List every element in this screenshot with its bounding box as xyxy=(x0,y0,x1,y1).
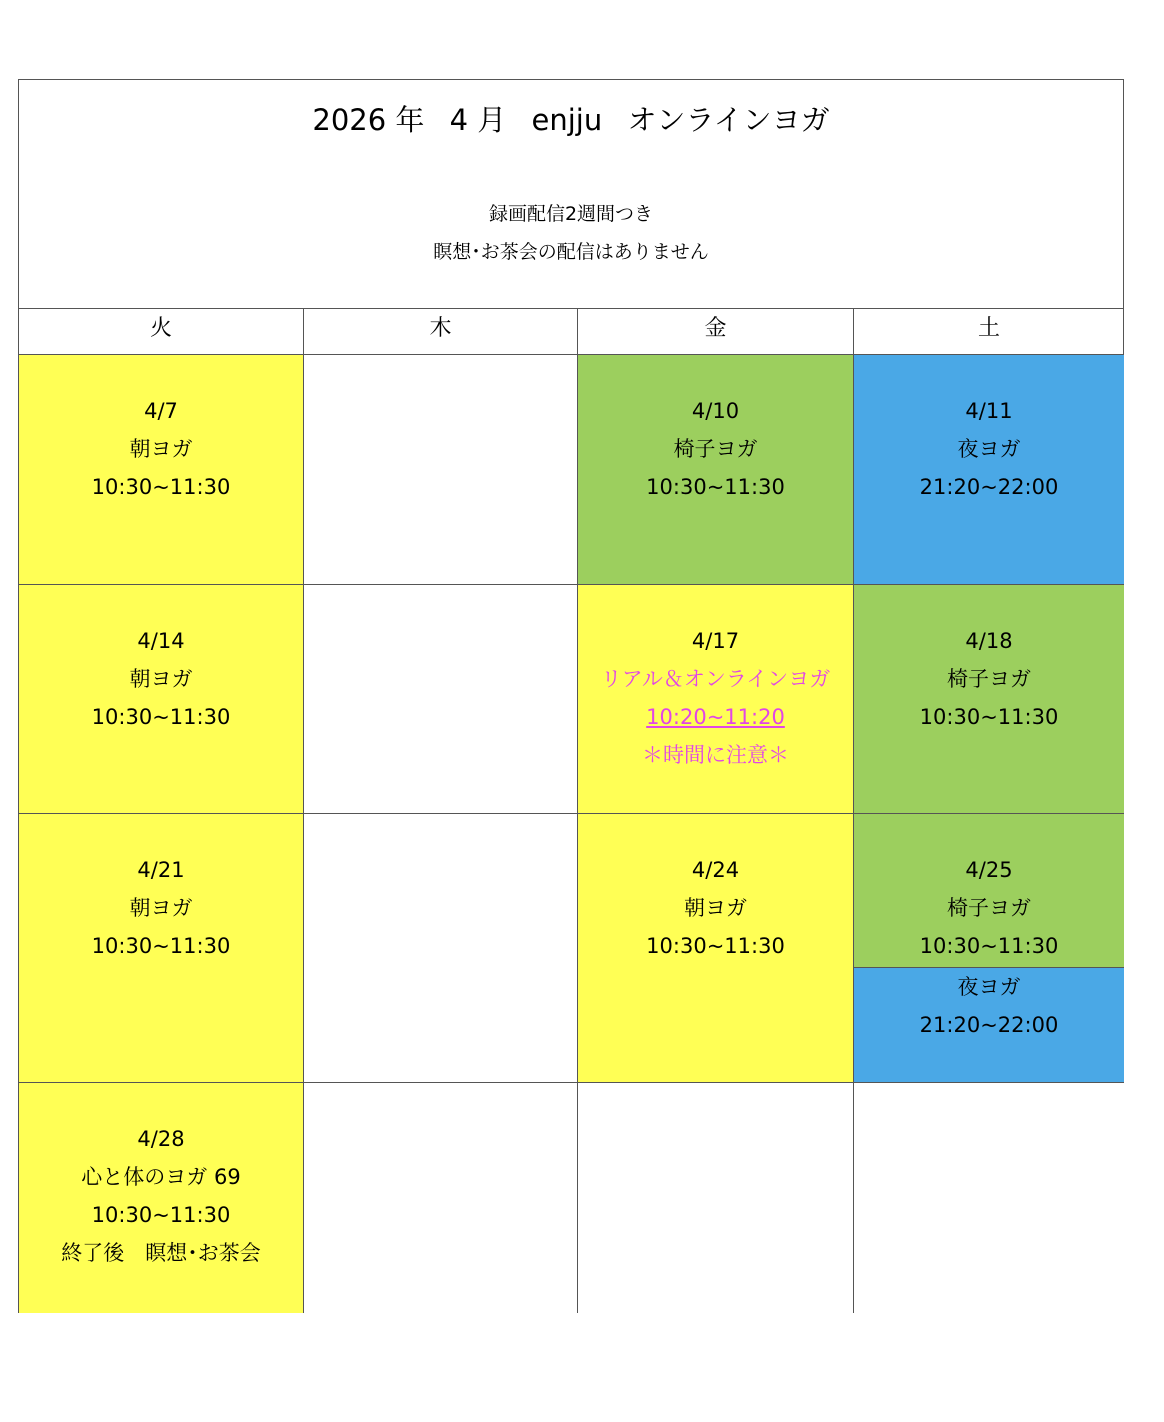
cell-class: 朝ヨガ xyxy=(129,896,193,920)
title-name: enjju xyxy=(531,103,603,137)
cell-class: 朝ヨガ xyxy=(129,437,193,461)
cell-thu-empty xyxy=(304,355,578,585)
cell-date: 4/17 xyxy=(691,629,740,653)
cell-sat-4-25 xyxy=(854,814,1124,1083)
cell-tue-4-21 xyxy=(19,814,304,1083)
cell-tue-4-7 xyxy=(19,355,304,585)
title-month: 4 月 xyxy=(449,103,507,137)
cell-sat-empty xyxy=(854,1083,1124,1313)
day-header-thu: 木 xyxy=(304,309,578,355)
cell-time: 10:20~11:20 xyxy=(646,705,785,729)
cell-date: 4/25 xyxy=(965,858,1013,882)
cell-date: 4/28 xyxy=(137,1127,185,1151)
cell-time: 10:30~11:30 xyxy=(919,934,1059,958)
cell-fri-4-24 xyxy=(578,814,854,1083)
cell-thu-empty xyxy=(304,814,578,1083)
cell-time: 21:20~22:00 xyxy=(919,475,1059,499)
tea-party-note: 瞑想･お茶会の配信はありません xyxy=(433,241,709,263)
cell-class: 椅子ヨガ xyxy=(673,437,758,461)
schedule-header xyxy=(19,80,1123,309)
cell-date: 4/24 xyxy=(691,858,740,882)
cell-class: 夜ヨガ xyxy=(957,975,1021,999)
cell-class: リアル＆オンラインヨガ xyxy=(600,667,831,691)
cell-date: 4/10 xyxy=(691,399,740,423)
cell-thu-empty xyxy=(304,585,578,814)
day-header-sat: 土 xyxy=(854,309,1124,355)
sat-4-25-night-yoga xyxy=(854,968,1124,1082)
cell-time: 10:30~11:30 xyxy=(91,475,231,499)
cell-time: 10:30~11:30 xyxy=(646,934,785,958)
cell-class: 朝ヨガ xyxy=(129,667,193,691)
cell-date: 4/18 xyxy=(965,629,1013,653)
cell-fri-4-10 xyxy=(578,355,854,585)
title-year: 2026 年 xyxy=(312,103,425,137)
cell-time: 10:30~11:30 xyxy=(91,705,231,729)
recording-note: 録画配信2週間つき xyxy=(488,203,654,225)
cell-date: 4/21 xyxy=(137,858,185,882)
cell-sat-4-18 xyxy=(854,585,1124,814)
title-event: オンラインヨガ xyxy=(627,103,830,137)
cell-time: 10:30~11:30 xyxy=(91,934,231,958)
day-header-tue: 火 xyxy=(19,309,304,355)
cell-date: 4/7 xyxy=(144,399,178,423)
day-header-fri: 金 xyxy=(578,309,854,355)
cell-time: 10:30~11:30 xyxy=(646,475,785,499)
time-warning-note: ＊時間に注意＊ xyxy=(642,743,789,767)
cell-class: 夜ヨガ xyxy=(957,437,1021,461)
cell-class: 心と体のヨガ 69 xyxy=(81,1165,241,1189)
cell-class: 椅子ヨガ xyxy=(947,896,1031,920)
schedule-sheet xyxy=(18,79,1124,1313)
cell-date: 4/11 xyxy=(965,399,1013,423)
page-title xyxy=(19,98,1123,142)
cell-sat-4-11 xyxy=(854,355,1124,585)
cell-class: 椅子ヨガ xyxy=(947,667,1031,691)
cell-time: 21:20~22:00 xyxy=(919,1013,1059,1037)
cell-date: 4/14 xyxy=(137,629,185,653)
sat-4-25-chair-yoga xyxy=(854,814,1124,968)
after-session-note: 終了後 瞑想･お茶会 xyxy=(61,1241,261,1265)
cell-fri-empty xyxy=(578,1083,854,1313)
cell-tue-4-28 xyxy=(19,1083,304,1313)
cell-thu-empty xyxy=(304,1083,578,1313)
cell-time: 10:30~11:30 xyxy=(91,1203,231,1227)
cell-tue-4-14 xyxy=(19,585,304,814)
cell-time: 10:30~11:30 xyxy=(919,705,1059,729)
cell-class: 朝ヨガ xyxy=(684,896,747,920)
cell-fri-4-17 xyxy=(578,585,854,814)
